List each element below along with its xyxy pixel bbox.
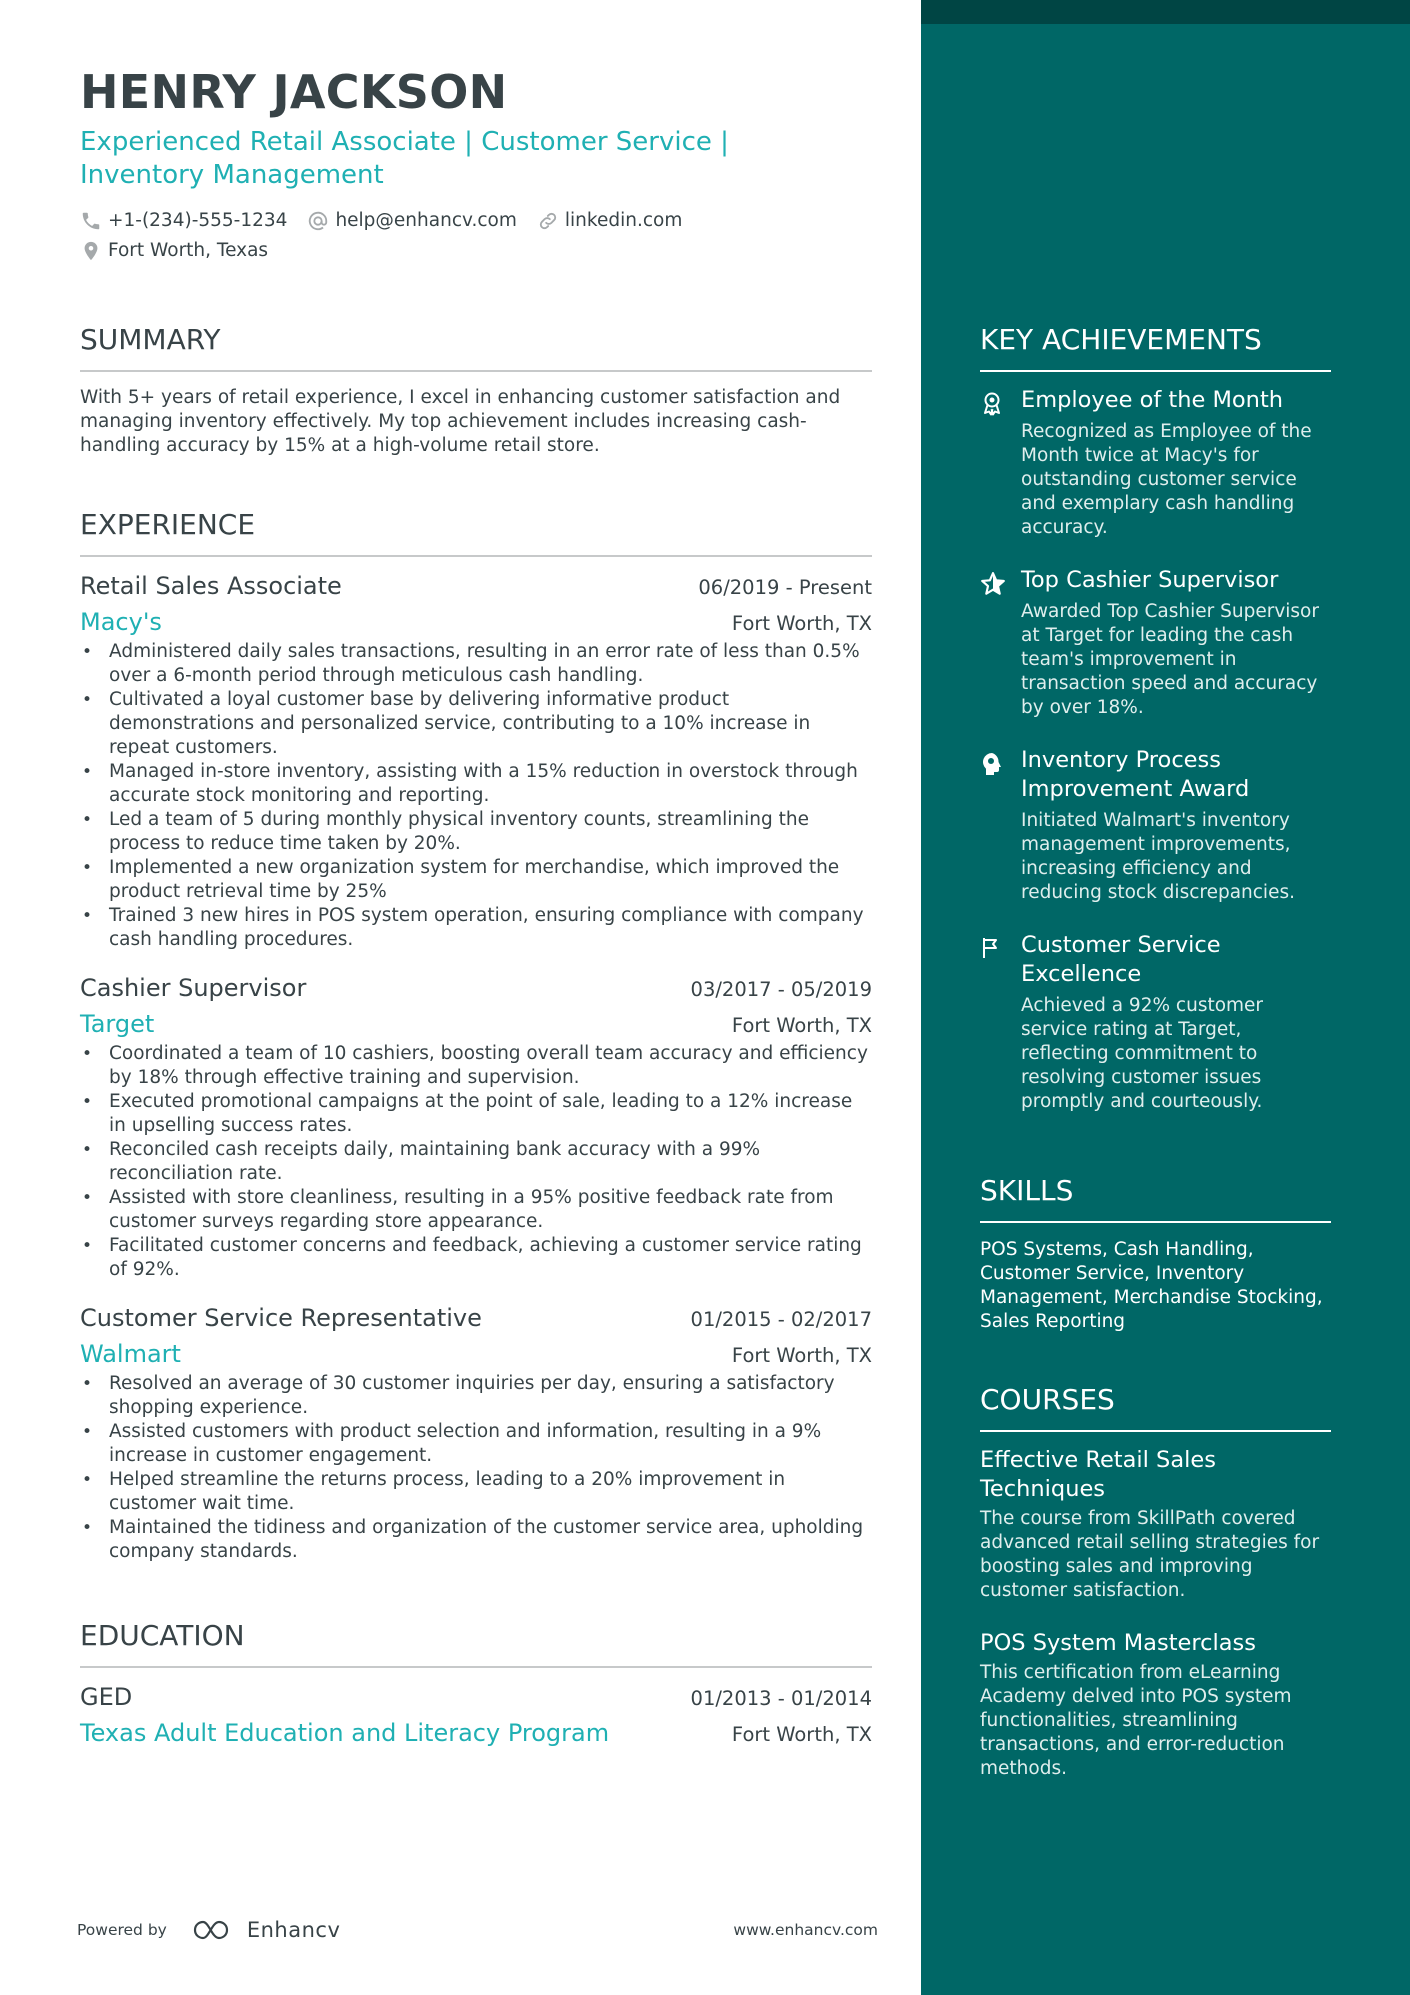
phone-text: +1-(234)-555-1234 — [108, 210, 288, 231]
award-ribbon-icon — [980, 391, 1004, 421]
achievement-desc: Achieved a 92% customer service rating at Target, reflecting commitment to resolving customer issues promptly and courteously. — [1021, 995, 1264, 1112]
achievement-title-line-2: Excellence — [1021, 961, 1142, 987]
job-title: Retail Sales Associate — [80, 572, 342, 600]
flag-icon — [980, 936, 1004, 964]
bullet-item: • Implemented a new organization system for merchandise, which improved the product retrieval time by 25% — [80, 856, 872, 904]
school-name: Texas Adult Education and Literacy Program — [80, 1719, 610, 1747]
job-location: Fort Worth, TX — [731, 1014, 872, 1037]
summary-section — [80, 322, 872, 458]
star-icon — [980, 571, 1006, 601]
job-entry — [80, 1302, 872, 1564]
achievement-item — [980, 566, 1331, 720]
enhancv-logo-icon — [191, 1918, 237, 1942]
achievement-desc: Awarded Top Cashier Supervisor at Target for leading the cash team's improvement in transaction speed and accuracy by over 18%. — [1021, 601, 1319, 718]
achievement-item — [980, 386, 1331, 540]
website-link[interactable]: www.enhancv.com — [733, 1921, 878, 1939]
achievement-desc: Recognized as Employee of the Month twice at Macy's for outstanding customer service and exemplary cash handling accuracy. — [1021, 421, 1312, 538]
company-name: Walmart — [80, 1340, 181, 1368]
achievement-title-line-1: Customer Service — [1021, 932, 1221, 958]
bullet-item: • Cultivated a loyal customer base by delivering informative product demonstrations and personalized service, contributing to a 10% increase in repeat customers. — [80, 688, 872, 760]
brain-head-icon — [980, 751, 1004, 781]
course-desc: This certification from eLearning Academy delved into POS system functionalities, streamlining transactions, and error-reduction methods. — [980, 1662, 1292, 1779]
achievement-title-line-2: Improvement Award — [1021, 776, 1250, 802]
brand-name: Enhancv — [246, 1918, 341, 1942]
achievement-title: Employee of the Month — [1021, 387, 1284, 413]
education-entry — [80, 1681, 872, 1749]
brand-logo[interactable] — [191, 1918, 341, 1942]
job-entry — [80, 570, 872, 952]
bullet-item: • Managed in-store inventory, assisting with a 15% reduction in overstock through accurate stock monitoring and reporting. — [80, 760, 872, 808]
achievement-item — [980, 931, 1331, 1114]
powered-by-label: Powered by — [77, 1921, 167, 1939]
job-bullets — [80, 640, 872, 952]
job-location: Fort Worth, TX — [731, 1344, 872, 1367]
headline-line-1: Experienced Retail Associate | Customer Service | — [80, 127, 729, 157]
achievement-item — [980, 746, 1331, 905]
job-dates: 03/2017 - 05/2019 — [690, 978, 872, 1001]
summary-text: With 5+ years of retail experience, I excel in enhancing customer satisfaction and managing inventory effectively. My top achievement includes increasing cash-handling accuracy by 15% at a high-volume retail store. — [80, 387, 841, 456]
email-contact[interactable] — [307, 206, 516, 236]
course-title: POS System Masterclass — [980, 1630, 1256, 1656]
headline — [80, 126, 780, 192]
bullet-item: • Reconciled cash receipts daily, maintaining bank accuracy with a 99% reconciliation rate. — [80, 1138, 872, 1186]
achievement-title: Top Cashier Supervisor — [1021, 567, 1279, 593]
job-title: Customer Service Representative — [80, 1304, 482, 1332]
section-divider — [980, 370, 1331, 372]
education-location: Fort Worth, TX — [731, 1723, 872, 1746]
degree: GED — [80, 1683, 133, 1711]
achievement-desc: Initiated Walmart's inventory management improvements, increasing efficiency and reducing stock discrepancies. — [1021, 810, 1295, 903]
company-name: Macy's — [80, 608, 162, 636]
footer — [77, 1915, 878, 1945]
job-title: Cashier Supervisor — [80, 974, 307, 1002]
job-bullets — [80, 1042, 872, 1282]
summary-title: SUMMARY — [80, 323, 221, 356]
phone-contact[interactable] — [80, 206, 287, 236]
sidebar — [921, 0, 1410, 1995]
bullet-item: • Resolved an average of 30 customer inquiries per day, ensuring a satisfactory shopping experience. — [80, 1372, 872, 1420]
achievement-title-line-1: Inventory Process — [1021, 747, 1221, 773]
contact-info — [80, 206, 872, 266]
bullet-item: • Helped streamline the returns process, leading to a 20% improvement in customer wait time. — [80, 1468, 872, 1516]
link-text: linkedin.com — [564, 210, 683, 231]
bullet-item: • Administered daily sales transactions, resulting in an error rate of less than 0.5% over a 6-month period through meticulous cash handling. — [80, 640, 872, 688]
bullet-item: • Maintained the tidiness and organization of the customer service area, upholding company standards. — [80, 1516, 872, 1564]
education-section — [80, 1618, 872, 1749]
company-name: Target — [80, 1010, 155, 1038]
skills-title: SKILLS — [980, 1174, 1074, 1207]
job-entry — [80, 972, 872, 1282]
bullet-item: • Coordinated a team of 10 cashiers, boosting overall team accuracy and efficiency by 18% through effective training and supervision. — [80, 1042, 872, 1090]
sidebar-top-bar — [921, 0, 1410, 24]
bullet-item: • Led a team of 5 during monthly physical inventory counts, streamlining the process to reduce time taken by 20%. — [80, 808, 872, 856]
job-bullets — [80, 1372, 872, 1564]
location-text: Fort Worth, Texas — [108, 240, 269, 261]
section-divider — [980, 1221, 1331, 1223]
job-location: Fort Worth, TX — [731, 612, 872, 635]
section-divider — [80, 370, 872, 372]
phone-icon — [80, 210, 102, 232]
location-pin-icon — [80, 240, 102, 262]
job-dates: 01/2015 - 02/2017 — [690, 1308, 872, 1331]
experience-section — [80, 507, 872, 1564]
bullet-item: • Assisted with store cleanliness, resulting in a 95% positive feedback rate from customer surveys regarding store appearance. — [80, 1186, 872, 1234]
course-desc: The course from SkillPath covered advanced retail selling strategies for boosting sales and improving customer satisfaction. — [980, 1508, 1320, 1601]
achievements-title: KEY ACHIEVEMENTS — [980, 323, 1262, 356]
section-divider — [980, 1430, 1331, 1432]
education-dates: 01/2013 - 01/2014 — [690, 1687, 872, 1710]
bullet-item: • Executed promotional campaigns at the point of sale, leading to a 12% increase in upselling success rates. — [80, 1090, 872, 1138]
course-title-line-1: Effective Retail Sales — [980, 1447, 1216, 1473]
link-icon — [537, 210, 559, 232]
courses-section — [980, 1382, 1331, 1781]
location-contact — [80, 236, 268, 266]
skills-list: POS Systems, Cash Handling, Customer Service, Inventory Management, Merchandise Stocking, Sales Reporting — [980, 1239, 1323, 1332]
skills-section — [980, 1173, 1331, 1334]
at-icon — [307, 210, 329, 232]
link-contact[interactable] — [537, 206, 682, 236]
headline-line-2: Inventory Management — [80, 160, 384, 190]
job-dates: 06/2019 - Present — [698, 576, 872, 599]
email-text: help@enhancv.com — [335, 210, 517, 231]
resume-header — [80, 64, 872, 266]
courses-title: COURSES — [980, 1383, 1115, 1416]
course-item — [980, 1629, 1331, 1781]
course-item — [980, 1446, 1331, 1603]
section-divider — [80, 1666, 872, 1668]
section-divider — [80, 555, 872, 557]
course-title-line-2: Techniques — [980, 1476, 1106, 1502]
candidate-name: HENRY JACKSON — [80, 65, 508, 119]
experience-title: EXPERIENCE — [80, 508, 256, 541]
achievements-section — [980, 322, 1331, 1114]
bullet-item: • Assisted customers with product selection and information, resulting in a 9% increase in customer engagement. — [80, 1420, 872, 1468]
bullet-item: • Trained 3 new hires in POS system operation, ensuring compliance with company cash handling procedures. — [80, 904, 872, 952]
education-title: EDUCATION — [80, 1619, 245, 1652]
bullet-item: • Facilitated customer concerns and feedback, achieving a customer service rating of 92%. — [80, 1234, 872, 1282]
powered-by — [77, 1918, 340, 1942]
